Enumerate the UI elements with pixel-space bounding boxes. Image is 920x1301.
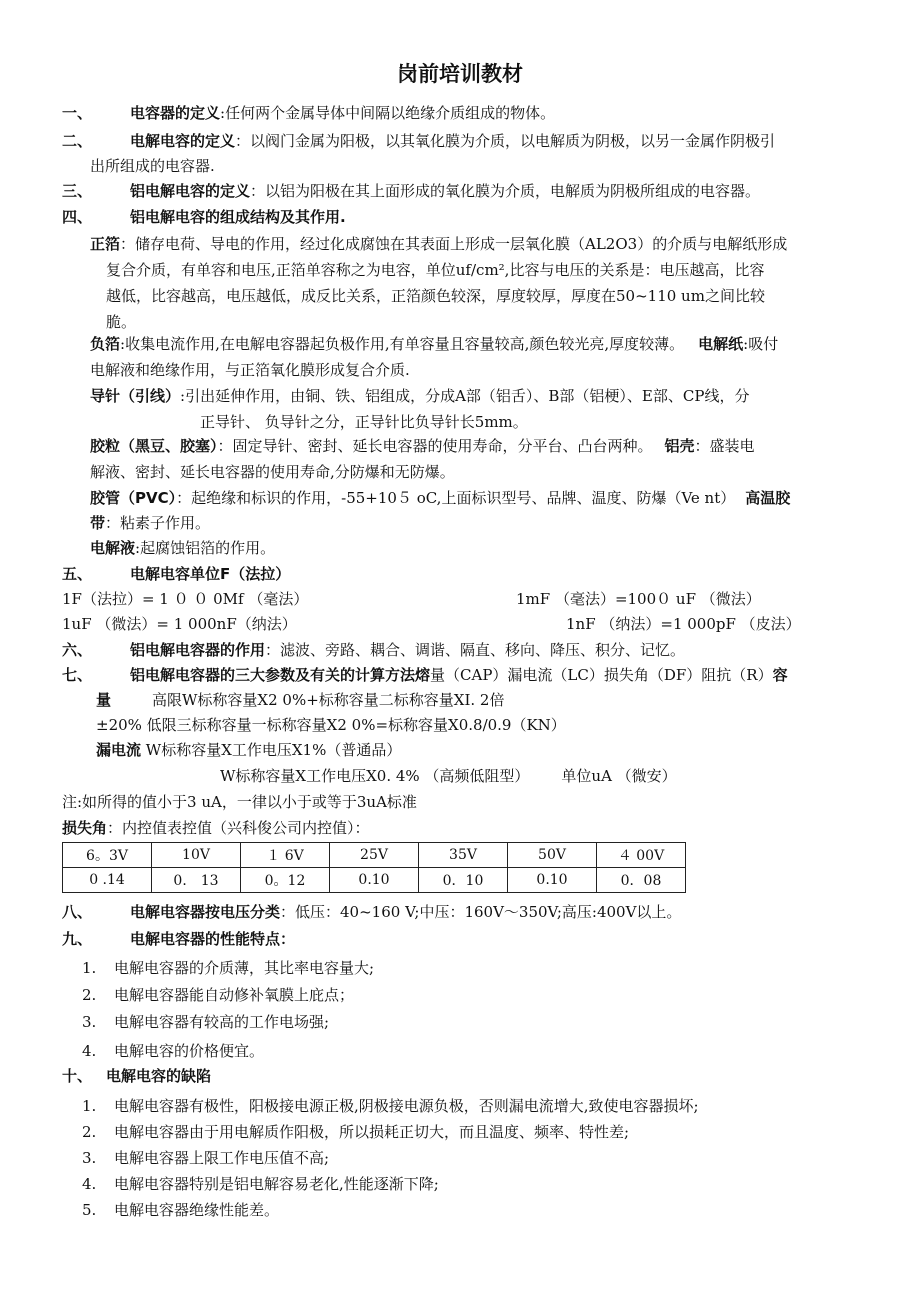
section-heading: 铝电解电容的组成结构及其作用. (130, 208, 346, 226)
table-cell: 25V (330, 843, 419, 868)
table-cell: 35V (419, 843, 508, 868)
dianjieye-line (90, 538, 275, 558)
daozhen-text: :引出延伸作用，由铜、铁、铝组成，分成A部（铝舌）、B部（铝梗）、E部、CP线，分 (180, 387, 750, 405)
daozhen-line-1 (90, 386, 749, 406)
list-item-text: 电解电容器有极性，阳极接电源正极,阴极接电源负极，否则漏电流增大,致使电容器损坏; (114, 1097, 699, 1115)
section-7 (62, 665, 788, 685)
zhengbo-line-2: 复合介质，有单容和电压,正箔单容称之为电容，单位uf/cm²,比容与电压的关系是：电压越高，比容 (106, 261, 765, 279)
table-cell: 0．08 (597, 868, 686, 893)
loss-angle-line (62, 818, 370, 838)
list-item: 5. 电解电容器绝缘性能差。 (82, 1201, 280, 1219)
jiaoguan-heading: 胶管（PVC） (90, 489, 177, 507)
loss-angle-table (62, 842, 686, 893)
section-text: ：以铝为阳极在其上面形成的氧化膜为介质，电解质为阴极所组成的电容器。 (250, 182, 761, 200)
section-number: 五、 (62, 565, 93, 583)
list-item: 4. 电解电容器特别是铝电解容易老化,性能逐渐下降; (82, 1175, 439, 1193)
section-heading: 电容器的定义 (130, 104, 221, 122)
capacity-lower-line: ±20% 低限三标称容量一标称容量X2 0%=标称容量X0.8/0.9（KN） (96, 716, 566, 734)
jiaoguan-line-2 (90, 513, 210, 533)
fubo-text: :收集电流作用,在电解电容器起负极作用,有单容量且容量较高,颜色较光亮,厚度较薄。 (120, 335, 685, 353)
section-10 (62, 1066, 211, 1086)
table-cell: 0.10 (330, 868, 419, 893)
loss-angle-heading: 损失角 (62, 819, 108, 837)
loss-angle-text: ：内控值表控值（兴科俊公司内控值）： (107, 819, 370, 837)
unit-row-2b: 1nF （纳法）=1 000pF （皮法） (566, 615, 801, 633)
section-6 (62, 640, 685, 660)
zhengbo-heading: 正箔 (90, 235, 121, 253)
section-number: 一、 (62, 104, 93, 122)
section-number: 二、 (62, 132, 93, 150)
capacity-upper-text: 高限W标称容量X2 0%+标称容量二标称容量XI. 2倍 (152, 691, 505, 709)
daozhen-line-2: 正导针、 负导针之分，正导针比负导针长5mm。 (200, 413, 528, 431)
section-5 (62, 564, 290, 584)
section-number: 四、 (62, 208, 93, 226)
table-cell: 0． 13 (152, 868, 241, 893)
section-8 (62, 902, 681, 922)
jiaoguan-text: ：起绝缘和标识的作用，-55+10５ oC,上面标识型号、品牌、温度、防爆（Ve nt） (176, 489, 736, 507)
jiaoli-line-1 (90, 436, 755, 456)
leakage-text-2: W标称容量X工作电压X0. 4% （高频低阻型） (220, 767, 530, 785)
section-number: 七、 (62, 666, 93, 684)
list-item: 3. 电解电容器有较高的工作电场强; (82, 1013, 330, 1031)
section-number: 六、 (62, 641, 93, 659)
section-text: ：以阀门金属为阳极，以其氧化膜为介质，以电解质为阴极，以另一金属作阴极引 (235, 132, 776, 150)
list-item-text: 电解电容器上限工作电压值不高; (114, 1149, 330, 1167)
leakage-unit: 单位uA （微安） (561, 767, 677, 785)
list-item: 2. 电解电容器由于用电解质作阳极，所以损耗正切大，而且温度、频率、特性差; (82, 1123, 630, 1141)
section-4 (62, 207, 346, 227)
table-row-value (63, 868, 686, 893)
list-item: 3. 电解电容器上限工作电压值不高; (82, 1149, 330, 1167)
dianjieye-text: :起腐蚀铝箔的作用。 (135, 539, 276, 557)
list-item: 1. 电解电容器有极性，阳极接电源正极,阴极接电源负极，否则漏电流增大,致使电容器损坏; (82, 1097, 699, 1115)
jiaoguan-line-1 (90, 488, 790, 508)
section-text: ：低压：40~160 V;中压：160V〜350V;高压:400V以上。 (280, 903, 682, 921)
table-cell: 0。12 (241, 868, 330, 893)
section-text: ：滤波、旁路、耦合、调谐、隔直、移向、降压、积分、记忆。 (265, 641, 686, 659)
table-cell: １ 6V (241, 843, 330, 868)
section-number: 八、 (62, 903, 93, 921)
zhengbo-line-3: 越低，比容越高，电压越低，成反比关系，正箔颜色较深，厚度较厚，厚度在50~110 um之间比较 (106, 287, 765, 305)
list-item-text: 电解电容器有较高的工作电场强; (114, 1013, 330, 1031)
zhengbo-text: ：储存电荷、导电的作用，经过化成腐蚀在其表面上形成一层氧化膜（AL2O3）的介质与电解纸形成 (120, 235, 788, 253)
section-heading: 电解电容的定义 (130, 132, 236, 150)
section-1 (62, 103, 555, 123)
list-item-text: 电解电容器特别是铝电解容易老化,性能逐渐下降; (114, 1175, 439, 1193)
section-number: 三、 (62, 182, 93, 200)
list-item-text: 电解电容器绝缘性能差。 (114, 1201, 280, 1219)
table-cell: 0．10 (419, 868, 508, 893)
list-item-text: 电解电容器能自动修补氧膜上庇点； (114, 986, 355, 1004)
fubo-line-1 (90, 334, 778, 354)
section-heading: 电解电容器按电压分类 (130, 903, 281, 921)
table-cell: ４ 00V (597, 843, 686, 868)
section-number: 十、 (62, 1067, 93, 1085)
list-item: 1. 电解电容器的介质薄，其比率电容量大; (82, 959, 375, 977)
dianjiezhi-text: :吸付 (743, 335, 779, 353)
section-text: :任何两个金属导体中间隔以绝缘介质组成的物体。 (220, 104, 556, 122)
capacity-heading: 量 (96, 691, 112, 709)
lvke-heading: 铝壳 (664, 437, 695, 455)
jiaoli-heading: 胶粒（黑豆、胶塞） (90, 437, 218, 455)
note-line: 注:如所得的值小于3 uA，一律以小于或等于3uA标准 (62, 793, 417, 811)
section-3 (62, 181, 760, 201)
table-cell: 0 .14 (63, 868, 152, 893)
leakage-text: W标称容量X工作电压X1%（普通品） (141, 741, 402, 759)
zhengbo-line-4: 脆。 (106, 313, 137, 331)
list-item-text: 电解电容器的介质薄，其比率电容量大; (114, 959, 375, 977)
unit-row-1b: 1mF （毫法）=100０ uF （微法） (516, 590, 761, 608)
section-heading: 铝电解电容的定义 (130, 182, 251, 200)
section-heading: 电解电容器的性能特点： (130, 930, 296, 948)
capacity-upper-line (96, 690, 504, 710)
daozhen-heading: 导针（引线） (90, 387, 181, 405)
table-cell: 0.10 (508, 868, 597, 893)
unit-row-2a: 1uF （微法）= 1 000nF（纳法） (62, 615, 297, 633)
page-title: 岗前培训教材 (397, 62, 523, 86)
section-heading-end: 容 (772, 666, 788, 684)
section-2-cont: 出所组成的电容器. (90, 157, 215, 175)
list-item: 2. 电解电容器能自动修补氧膜上庇点； (82, 986, 355, 1004)
section-heading: 电解电容的缺陷 (106, 1067, 212, 1085)
table-cell: 6。3V (63, 843, 152, 868)
list-item-text: 电解电容的价格便宜。 (114, 1042, 265, 1060)
dianjieye-heading: 电解液 (90, 539, 136, 557)
list-item: 4. 电解电容的价格便宜。 (82, 1042, 265, 1060)
fubo-line-2: 电解液和绝缘作用，与正箔氧化膜形成复合介质. (90, 361, 410, 379)
jiaoli-text: ：固定导针、密封、延长电容器的使用寿命，分平台、凸台两种。 (217, 437, 653, 455)
list-item-text: 电解电容器由于用电解质作阳极，所以损耗正切大，而且温度、频率、特性差; (114, 1123, 630, 1141)
zhengbo-line-1 (90, 234, 787, 254)
section-heading: 电解电容单位F（法拉） (130, 565, 291, 583)
section-9 (62, 929, 295, 949)
table-row-voltage (63, 843, 686, 868)
jiaoli-line-2: 解液、密封、延长电容器的使用寿命,分防爆和无防爆。 (90, 463, 455, 481)
section-number: 九、 (62, 930, 93, 948)
section-2 (62, 131, 775, 151)
gaowenjiaodai-heading: 高温胶 (745, 489, 791, 507)
section-heading: 铝电解电容器的作用 (130, 641, 266, 659)
gaowenjiaodai-text: ：粘素子作用。 (105, 514, 211, 532)
table-cell: 10V (152, 843, 241, 868)
section-heading: 铝电解电容器的三大参数及有关的计算方法熔 (130, 666, 431, 684)
unit-row-1a: 1F（法拉）= 1 ０ ０ 0Mf （毫法） (62, 590, 309, 608)
section-text: 量（CAP）漏电流（LC）损失角（DF）阻抗（R） (430, 666, 773, 684)
leakage-line-2 (220, 766, 677, 786)
dianjiezhi-heading: 电解纸 (698, 335, 744, 353)
leakage-line-1 (96, 740, 401, 760)
fubo-heading: 负箔 (90, 335, 121, 353)
table-cell: 50V (508, 843, 597, 868)
leakage-heading: 漏电流 (96, 741, 142, 759)
lvke-text: ：盛装电 (694, 437, 755, 455)
gaowenjiaodai-heading-end: 带 (90, 514, 106, 532)
